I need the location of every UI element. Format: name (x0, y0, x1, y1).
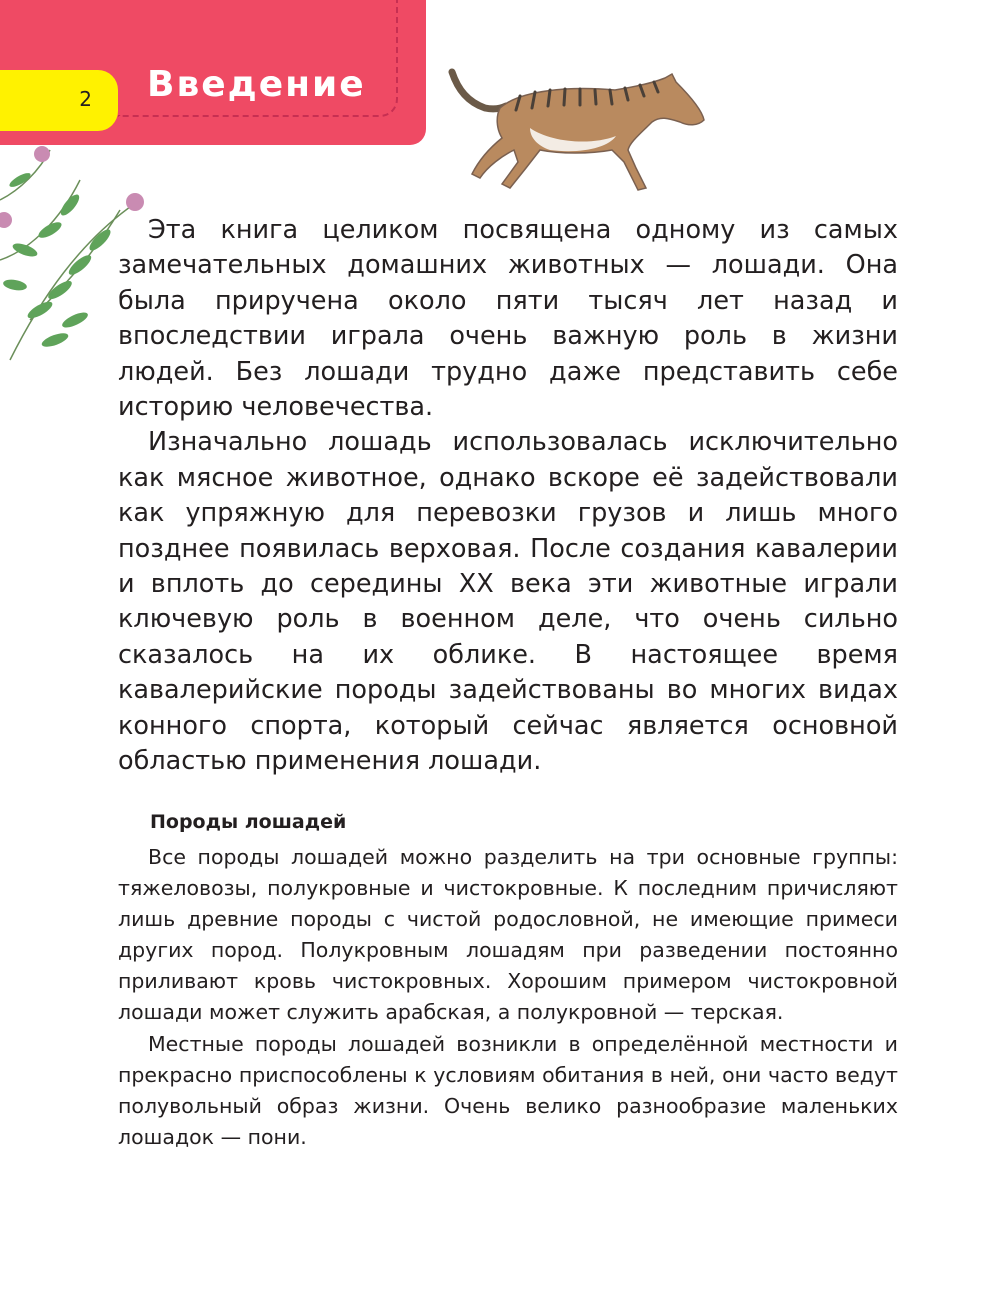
section-heading: Породы лошадей (150, 811, 347, 833)
breeds-paragraph: Все породы лошадей можно разделить на три основные группы: тяжеловозы, полукровные и чистокровные. К последним причисляют лишь древние породы с чистой родословной, не имеющие примеси других пород. Полукровным лошадям при разведении постоянно приливают кровь чистокровных. Хорошим примером чистокровной лошади может служить арабская, а полукровной — терская. (118, 845, 898, 1025)
page-number-tab (0, 70, 118, 131)
horse-illustration-icon (440, 50, 710, 195)
chapter-header (0, 0, 426, 145)
page-number: 2 (79, 87, 92, 111)
breeds-text (118, 842, 898, 1153)
chapter-title: Введение (147, 64, 366, 105)
intro-text (118, 213, 898, 780)
intro-paragraph: Изначально лошадь использовалась исключительно как мясное животное, однако вскоре её задействовали как упряжную для перевозки грузов и лишь много позднее появилась верховая. После создания кавалерии и вплоть до середины XX века эти животные играли ключевую роль в военном деле, что очень сильно сказалось на их облике. В настоящее время кавалерийские породы задействованы во многих видах конного спорта, который сейчас является основной областью применения лошади. (118, 427, 898, 777)
breeds-paragraph: Местные породы лошадей возникли в определённой местности и прекрасно приспособлены к условиям обитания в ней, они часто ведут полувольный образ жизни. Очень велико разнообразие маленьких лошадок — пони. (118, 1031, 898, 1149)
intro-paragraph: Эта книга целиком посвящена одному из самых замечательных домашних животных — лошади. Она была приручена около пяти тысяч лет назад и впоследствии играла очень важную роль в жизни людей. Без лошади трудно даже представить себе историю человечества. (118, 215, 898, 423)
